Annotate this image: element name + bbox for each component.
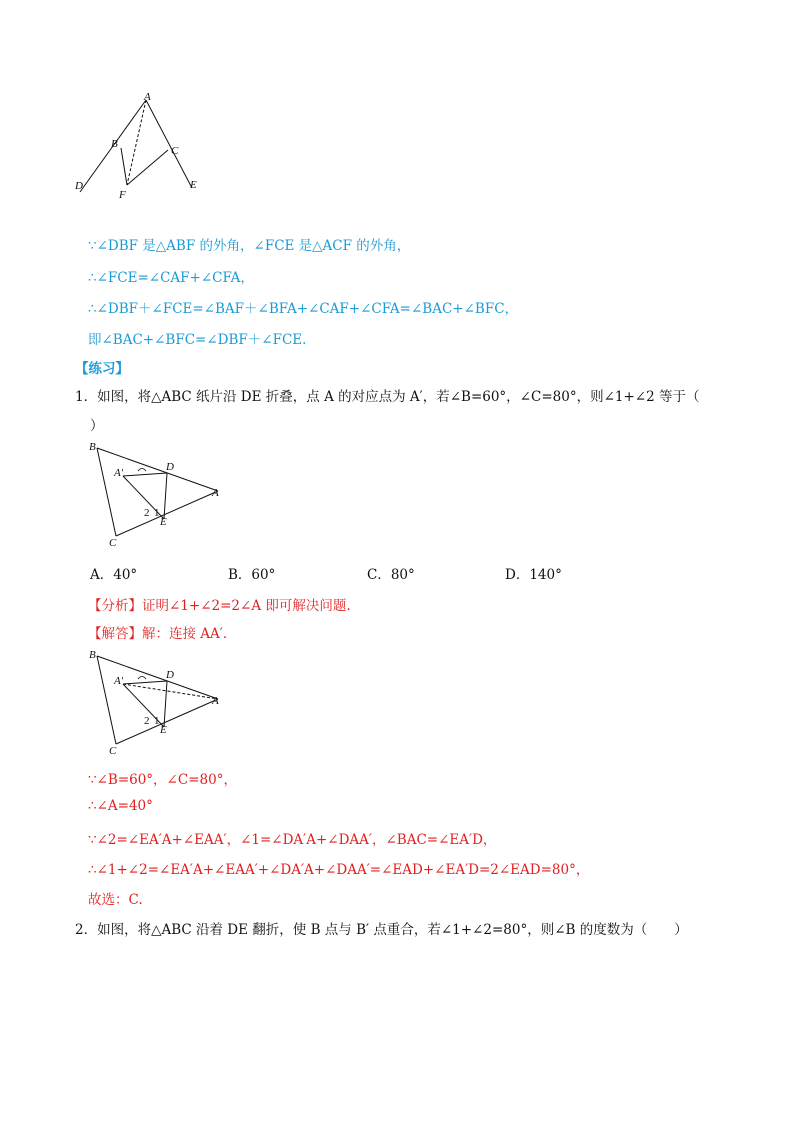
label-d: D: [75, 180, 83, 192]
analysis-text: 证明∠1+∠2=2∠A 即可解决问题.: [142, 598, 351, 614]
label-b: B: [111, 138, 118, 150]
figure-abcdef: [70, 92, 220, 207]
q1-option-c[interactable]: C．80°: [367, 567, 415, 583]
q1-label-d: D: [166, 461, 174, 473]
q1-step-3: ∵∠2=∠EA′A+∠EAA′，∠1=∠DA′A+∠DAA′，∠BAC=∠EA′D，: [88, 832, 497, 848]
q1-solution: [88, 622, 236, 642]
label-a: A: [144, 92, 151, 103]
q1-analysis: [88, 594, 351, 614]
figure-q1: [86, 438, 231, 548]
label-f: F: [119, 189, 126, 201]
analysis-tag: 【分析】: [88, 598, 142, 614]
q1-step-1: ∵∠B=60°，∠C=80°，: [88, 772, 237, 788]
sol-label-a: A: [212, 695, 219, 707]
sol-label-2: 2: [144, 715, 150, 727]
solution-text: 解：连接 AA′．: [142, 626, 237, 642]
q1-label-a1: A′: [114, 467, 124, 479]
sol-label-e: E: [160, 724, 167, 736]
q1-step-4: ∴∠1+∠2=∠EA′A+∠EAA′+∠DA′A+∠DAA′=∠EAD+∠EA′D=2∠EAD=80°，: [88, 862, 590, 878]
sol-label-d: D: [166, 669, 174, 681]
solution-tag: 【解答】: [88, 626, 142, 642]
q1-option-b[interactable]: B．60°: [228, 567, 276, 583]
q1-label-b: B: [89, 441, 96, 453]
q1-option-a[interactable]: A．40°: [90, 567, 138, 583]
q1-label-1: 1: [154, 507, 160, 519]
practice-heading: 【练习】: [75, 361, 129, 377]
sol-label-b: B: [89, 649, 96, 661]
q1-label-a: A: [212, 487, 219, 499]
q1-text-cont: ）: [90, 418, 104, 434]
proof-line-1: ∵∠DBF 是△ABF 的外角，∠FCE 是△ACF 的外角，: [88, 238, 411, 254]
sol-label-1: 1: [154, 715, 160, 727]
label-e: E: [190, 179, 197, 191]
q1-step-2: ∴∠A=40°: [88, 798, 153, 814]
proof-line-4: 即∠BAC+∠BFC=∠DBF＋∠FCE.: [88, 332, 307, 348]
q1-label-2: 2: [144, 507, 150, 519]
label-c: C: [171, 145, 179, 157]
q1-option-d[interactable]: D．140°: [505, 567, 562, 583]
sol-label-a1: A′: [114, 675, 124, 687]
q1-text: 1．如图，将△ABC 纸片沿 DE 折叠，点 A 的对应点为 A′，若∠B=60°，∠C=80°，则∠1+∠2 等于（: [75, 389, 700, 405]
q1-label-c: C: [109, 537, 117, 548]
q1-label-e: E: [160, 516, 167, 528]
proof-line-3: ∴∠DBF＋∠FCE=∠BAF＋∠BFA+∠CAF+∠CFA=∠BAC+∠BFC，: [88, 301, 519, 317]
figure-q1-solution: [86, 646, 231, 756]
q1-step-5: 故选：C.: [88, 892, 143, 908]
sol-label-c: C: [109, 745, 117, 756]
q2-text: 2．如图，将△ABC 沿着 DE 翻折，使 B 点与 B′ 点重合，若∠1+∠2=80°，则∠B 的度数为（ ）: [75, 922, 688, 938]
proof-line-2: ∴∠FCE=∠CAF+∠CFA，: [88, 270, 254, 286]
